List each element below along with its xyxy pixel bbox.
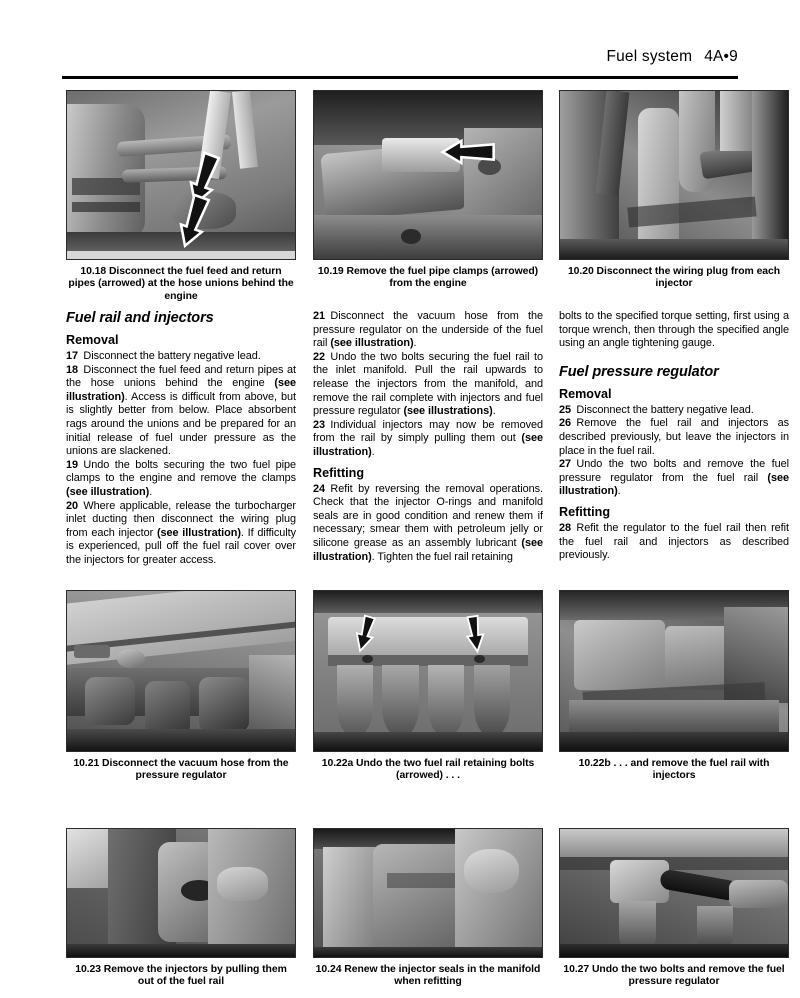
paragraph-number: 20 — [66, 499, 84, 512]
figure-10-19-photo — [313, 90, 543, 260]
cross-reference: (see illustration) — [66, 485, 150, 498]
figure-10-23-caption: 10.23 Remove the injectors by pulling them out of the fuel rail — [75, 964, 287, 988]
paragraph-text: Refit the regulator to the fuel rail then refit the fuel rail and injectors as described previously. — [559, 521, 789, 562]
figure-10-19 — [313, 90, 543, 291]
paragraph-number: 23 — [313, 418, 331, 431]
figure-10-27-photo — [559, 828, 789, 958]
paragraph-26 — [559, 417, 789, 458]
figure-10-18-caption: 10.18 Disconnect the fuel feed and return pipes (arrowed) at the hose unions behind the engine — [68, 266, 294, 302]
paragraph-text: . If difficulty is experienced, pull off the fuel rail cover over the injectors for greater access. — [66, 526, 296, 566]
paragraph-text: Disconnect the battery negative lead. — [576, 403, 754, 416]
paragraph-continuation: bolts to the specified torque setting, first using a torque wrench, then through the specified angle using an angle tightening gauge. — [559, 310, 789, 350]
paragraph-text: Undo the bolts securing the two fuel pipe clamps to the engine and remove the clamps — [66, 458, 296, 485]
figure-10-22a — [313, 590, 543, 783]
paragraph-number: 18 — [66, 363, 84, 376]
paragraph-text: . — [371, 445, 375, 458]
paragraph-number: 21 — [313, 310, 331, 322]
figure-10-22b-photo — [559, 590, 789, 752]
subheading-removal: Removal — [66, 333, 119, 347]
figure-10-21-caption: 10.21 Disconnect the vacuum hose from the pressure regulator — [73, 758, 289, 782]
figure-10-18-photo — [66, 90, 296, 260]
paragraph-28 — [559, 522, 789, 563]
paragraph-number: 17 — [66, 350, 84, 362]
figure-10-24-photo — [313, 828, 543, 958]
annotation-arrow-icon — [177, 191, 211, 251]
figure-10-24-caption: 10.24 Renew the injector seals in the manifold when refitting — [315, 964, 541, 988]
paragraph-18 — [66, 364, 296, 459]
subheading-removal-regulator: Removal — [559, 386, 612, 401]
paragraph-text: Remove the fuel rail and injectors as described previously, but leave the injectors in place in the fuel rail. — [559, 417, 789, 457]
paragraph-text: . — [617, 485, 621, 498]
figure-10-18 — [66, 90, 296, 303]
paragraph-text: . — [149, 485, 153, 498]
figure-10-24 — [313, 828, 543, 989]
figure-10-21-photo — [66, 590, 296, 752]
paragraph-number: 28 — [559, 521, 577, 534]
cross-reference: (see illustration) — [330, 337, 414, 350]
paragraph-number: 24 — [313, 482, 331, 495]
figure-10-20-caption: 10.20 Disconnect the wiring plug from each injector — [567, 266, 781, 290]
paragraph-17 — [66, 350, 296, 364]
paragraph-text: Individual injectors may now be removed from the rail by simply pulling them out — [313, 418, 543, 445]
page-header-reference: 4A•9 — [704, 48, 738, 65]
paragraph-text: . — [492, 405, 496, 418]
paragraph-text: Where applicable, release the turbocharger inlet ducting then disconnect the wiring plug from each injector — [66, 499, 296, 539]
cross-reference: (see illustration) — [313, 536, 543, 563]
figure-10-20 — [559, 90, 789, 291]
paragraph-text: . Tighten the fuel rail retaining — [371, 550, 513, 563]
figure-10-20-photo — [559, 90, 789, 260]
paragraph-text: Refit by reversing the removal operations. Check that the injector O-rings and manifold seals are in good condition and renew them if necessary; smear them with petroleum jelly or silicone grease as an assembly lubricant — [313, 482, 543, 549]
figure-10-21 — [66, 590, 296, 783]
figure-10-27 — [559, 828, 789, 989]
paragraph-19 — [66, 459, 296, 500]
paragraph-21 — [313, 310, 543, 351]
paragraph-group-column-3-removal — [559, 404, 789, 499]
paragraph-22 — [313, 351, 543, 419]
paragraph-number: 25 — [559, 403, 577, 416]
paragraph-group-column-3-refitting — [559, 522, 789, 563]
paragraph-text: Disconnect the battery negative lead. — [83, 350, 261, 362]
paragraph-27 — [559, 458, 789, 499]
cross-reference: (see illustration) — [559, 471, 789, 498]
figure-10-23 — [66, 828, 296, 989]
figure-10-22a-caption: 10.22a Undo the two fuel rail retaining bolts (arrowed) . . . — [321, 758, 535, 782]
page-header-title: Fuel system — [606, 48, 693, 65]
paragraph-group-column-1 — [66, 350, 296, 568]
annotation-arrow-icon — [438, 135, 500, 169]
figure-10-19-caption: 10.19 Remove the fuel pipe clamps (arrowed) from the engine — [317, 266, 539, 290]
paragraph-group-column-2-bottom — [313, 483, 543, 565]
figure-10-27-caption: 10.27 Undo the two bolts and remove the fuel pressure regulator — [563, 964, 785, 988]
paragraph-number: 27 — [559, 458, 577, 471]
cross-reference: (see illustration) — [313, 432, 543, 458]
paragraph-number: 22 — [313, 350, 331, 363]
cross-reference: (see illustration) — [66, 377, 296, 403]
heading-fuel-rail-and-injectors: Fuel rail and injectors — [66, 310, 214, 326]
paragraph-text: Disconnect the vacuum hose from the pressure regulator on the underside of the fuel rail — [313, 310, 543, 350]
text-column-2 — [313, 310, 543, 564]
paragraph-25 — [559, 404, 789, 418]
paragraph-text: . Access is difficult from above, but is slightly better from below. Place absorbent rags around the unions and be prepared for an initial release of fuel under pressure as the unions are slackened. — [66, 390, 296, 458]
annotation-arrow-icon — [464, 613, 486, 655]
paragraph-number: 19 — [66, 458, 84, 471]
cross-reference: (see illustrations) — [403, 405, 493, 418]
cross-reference: (see illustration) — [156, 526, 241, 539]
paragraph-text: Undo the two bolts and remove the fuel pressure regulator from the fuel rail — [559, 458, 789, 484]
paragraph-text: Disconnect the fuel feed and return pipes at the hose unions behind the engine — [66, 363, 296, 390]
subheading-refitting-regulator: Refitting — [559, 504, 611, 519]
paragraph-text: . — [413, 337, 417, 350]
subheading-refitting: Refitting — [313, 465, 365, 480]
figure-10-22b-caption: 10.22b . . . and remove the fuel rail with injectors — [578, 758, 770, 782]
paragraph-20 — [66, 500, 296, 568]
page-header — [62, 48, 738, 66]
figure-10-22a-photo — [313, 590, 543, 752]
paragraph-text: Undo the two bolts securing the fuel rail to the inlet manifold. Pull the rail upwards to release the injectors from the manifold, and remove the rail complete with injectors and fuel pressure regulator — [313, 350, 543, 418]
text-column-1 — [66, 310, 296, 568]
annotation-arrow-icon — [354, 613, 376, 655]
paragraph-group-column-2-top — [313, 310, 543, 460]
figure-10-23-photo — [66, 828, 296, 958]
paragraph-number: 26 — [559, 417, 577, 430]
paragraph-23 — [313, 419, 543, 460]
paragraph-24 — [313, 483, 543, 565]
header-rule — [62, 76, 738, 79]
figure-10-22b — [559, 590, 789, 783]
heading-fuel-pressure-regulator: Fuel pressure regulator — [559, 363, 719, 380]
text-column-3 — [559, 310, 789, 563]
